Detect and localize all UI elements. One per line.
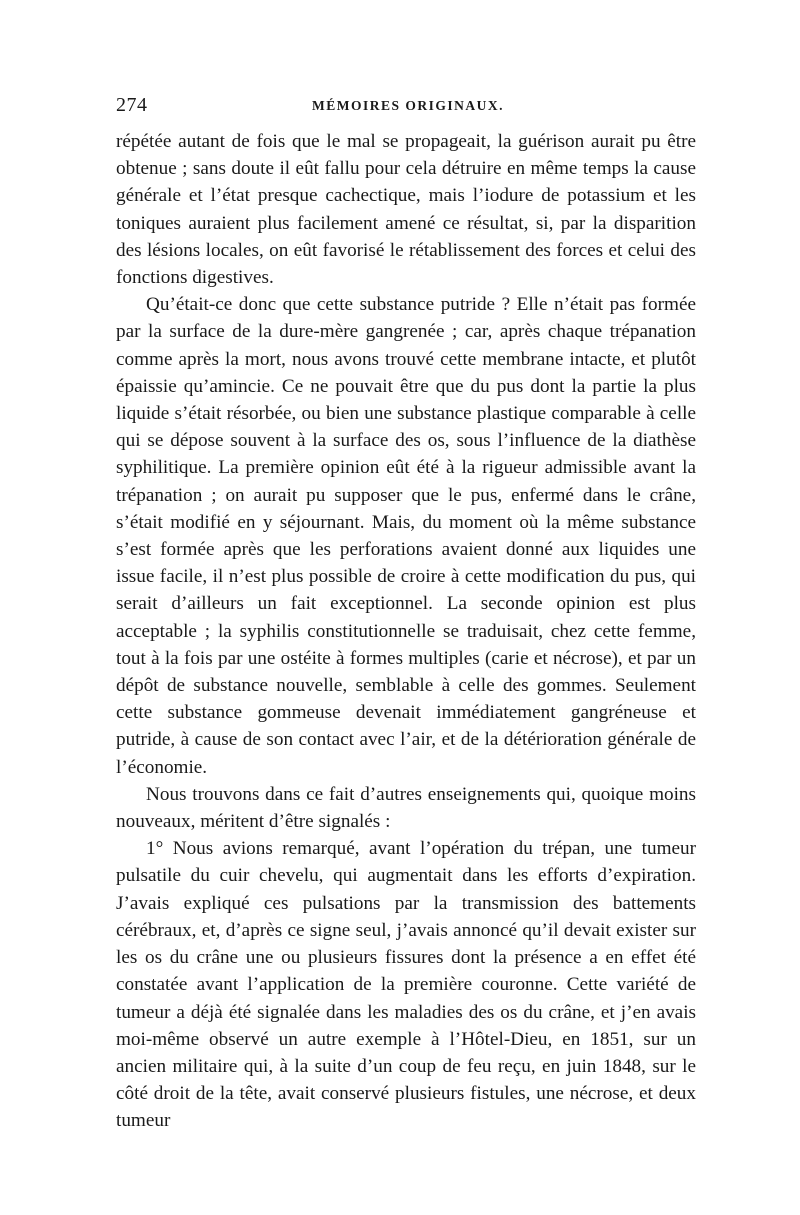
paragraph-enseignements: Nous trouvons dans ce fait d’autres enseignements qui, quoique moins nouveaux, méritent d’être signalés :	[116, 783, 696, 833]
page-number: 274	[116, 94, 148, 116]
paragraph-tumeur-pulsatile: 1° Nous avions remarqué, avant l’opération du trépan, une tumeur pulsatile du cuir chevelu, qui augmentait dans les efforts d’expiration. J’avais expliqué ces pulsations par la transmission des battements cérébraux, et, d’après ce signe seul, j’avais annoncé qu’il devait exister sur les os du crâne une ou plusieurs fissures dont la présence a en effet été constatée avant l’application de la première couronne. Cette variété de tumeur a déjà été signalée dans les maladies des os du crâne, et j’en avais moi-même observé un autre exemple à l’Hôtel-Dieu, en 1851, sur un ancien militaire qui, à la suite d’un coup de feu reçu, en juin 1848, sur le côté droit de la tête, avait conservé plusieurs fistules, une nécrose, et deux tumeur	[116, 838, 696, 1132]
paragraph-substance-putride: Qu’était-ce donc que cette substance putride ? Elle n’était pas formée par la surface de la dure-mère gangrenée ; car, après chaque trépanation comme après la mort, nous avons trouvé cette membrane intacte, et plutôt épaissie qu’amincie. Ce ne pouvait être que du pus dont la partie la plus liquide s’était résorbée, ou bien une substance plastique comparable à celle qui se dépose souvent à la surface des os, sous l’influence de la diathèse syphilitique. La première opinion eût été à la rigueur admissible avant la trépanation ; on aurait pu supposer que le pus, enfermé dans le crâne, s’était modifié en y séjournant. Mais, du moment où la même substance s’est formée après que les perforations avaient donné aux liquides une issue facile, il n’est plus possible de croire à cette modification du pus, qui serait d’ailleurs un fait exceptionnel. La seconde opinion est plus acceptable ; la syphilis constitutionnelle se traduisait, chez cette femme, tout à la fois par une ostéite à formes multiples (carie et nécrose), et par un dépôt de substance nouvelle, semblable à celle des gommes. Seulement cette substance gommeuse devenait immédiatement gangréneuse et putride, à cause de son contact avec l’air, et de la détérioration générale de l’économie.	[116, 294, 696, 778]
book-page	[116, 94, 696, 1135]
running-title: MÉMOIRES ORIGINAUX.	[312, 98, 505, 113]
paragraph-continuation: répétée autant de fois que le mal se propageait, la guérison aurait pu être obtenue ; sans doute il eût fallu pour cela détruire en même temps la cause générale et l’état presque cachectique, mais l’iodure de potassium et les toniques auraient plus facilement amené ce résultat, si, par la disparition des lésions locales, on eût favorisé le rétablissement des forces et celui des fonctions digestives.	[116, 131, 696, 289]
running-head	[116, 94, 696, 122]
body-text	[116, 128, 696, 1135]
